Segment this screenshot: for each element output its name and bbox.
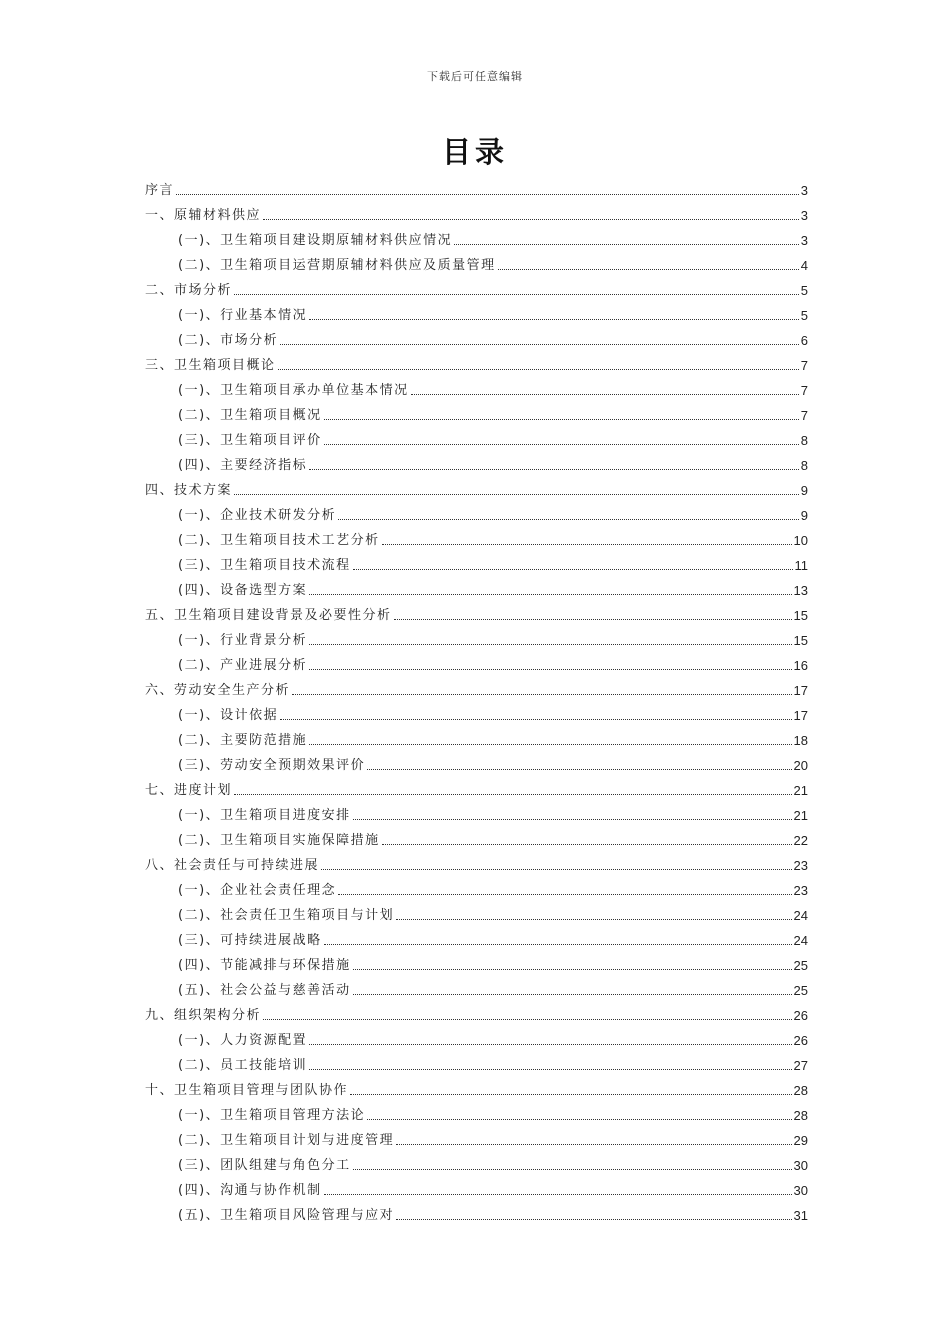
toc-entry-text: 四、技术方案 bbox=[145, 483, 233, 498]
toc-entry-text: (一)、行业基本情况 bbox=[178, 308, 308, 323]
dot-leader bbox=[324, 944, 792, 945]
toc-entry[interactable] bbox=[145, 350, 808, 375]
toc-entry-text: 九、组织架构分析 bbox=[145, 1008, 262, 1023]
dot-leader bbox=[498, 269, 799, 270]
toc-page-number: 16 bbox=[793, 658, 808, 673]
toc-page-number: 11 bbox=[794, 558, 808, 573]
toc-entry-text: (四)、设备选型方案 bbox=[178, 583, 308, 598]
toc-subentry[interactable] bbox=[145, 1150, 808, 1175]
toc-entry[interactable] bbox=[145, 775, 808, 800]
toc-entry-text: 十、卫生箱项目管理与团队协作 bbox=[145, 1083, 349, 1098]
dot-leader bbox=[353, 1169, 792, 1170]
toc-entry-text: 一、原辅材料供应 bbox=[145, 208, 262, 223]
dot-leader bbox=[353, 994, 792, 995]
toc-page-number: 29 bbox=[793, 1133, 808, 1148]
toc-page-number: 21 bbox=[793, 808, 808, 823]
toc-entry[interactable] bbox=[145, 475, 808, 500]
toc-subentry[interactable] bbox=[145, 300, 808, 325]
toc-entry-text: (二)、卫生箱项目计划与进度管理 bbox=[178, 1133, 395, 1148]
toc-subentry[interactable] bbox=[145, 1025, 808, 1050]
toc-subentry[interactable] bbox=[145, 250, 808, 275]
dot-leader bbox=[309, 319, 799, 320]
toc-subentry[interactable] bbox=[145, 900, 808, 925]
page-header: 下载后可任意编辑 bbox=[427, 70, 523, 83]
toc-title: 目录 bbox=[441, 135, 508, 169]
toc-entry-text: (二)、市场分析 bbox=[178, 333, 279, 348]
toc-subentry[interactable] bbox=[145, 550, 808, 575]
dot-leader bbox=[454, 244, 799, 245]
toc-entry-text: 八、社会责任与可持续进展 bbox=[145, 858, 320, 873]
toc-page-number: 24 bbox=[793, 933, 808, 948]
dot-leader bbox=[263, 1019, 792, 1020]
toc-page-number: 8 bbox=[800, 458, 808, 473]
toc-page-number: 24 bbox=[793, 908, 808, 923]
toc-entry[interactable] bbox=[145, 600, 808, 625]
toc-entry-text: 三、卫生箱项目概论 bbox=[145, 358, 276, 373]
toc-subentry[interactable] bbox=[145, 975, 808, 1000]
toc-entry-text: (一)、卫生箱项目承办单位基本情况 bbox=[178, 383, 409, 398]
toc-entry-text: (三)、卫生箱项目评价 bbox=[178, 433, 322, 448]
toc-subentry[interactable] bbox=[145, 1175, 808, 1200]
toc-entry[interactable] bbox=[145, 1000, 808, 1025]
toc-page-number: 9 bbox=[800, 508, 808, 523]
toc-entry[interactable] bbox=[145, 1075, 808, 1100]
toc-subentry[interactable] bbox=[145, 1050, 808, 1075]
toc-entry-text: (四)、沟通与协作机制 bbox=[178, 1183, 322, 1198]
toc-entry-text: (二)、员工技能培训 bbox=[178, 1058, 308, 1073]
dot-leader bbox=[309, 744, 791, 745]
toc-entry-text: (一)、卫生箱项目建设期原辅材料供应情况 bbox=[178, 233, 453, 248]
toc-page-number: 17 bbox=[793, 683, 808, 698]
toc-page-number: 13 bbox=[793, 583, 808, 598]
toc-subentry[interactable] bbox=[145, 925, 808, 950]
toc-page-number: 3 bbox=[800, 208, 808, 223]
toc-entry-text: (一)、卫生箱项目进度安排 bbox=[178, 808, 351, 823]
toc-entry-text: (三)、团队组建与角色分工 bbox=[178, 1158, 351, 1173]
toc-entry[interactable] bbox=[145, 675, 808, 700]
dot-leader bbox=[367, 769, 791, 770]
toc-subentry[interactable] bbox=[145, 950, 808, 975]
toc-entry-text: (一)、企业社会责任理念 bbox=[178, 883, 337, 898]
toc-entry-text: (四)、主要经济指标 bbox=[178, 458, 308, 473]
dot-leader bbox=[309, 1044, 791, 1045]
toc-entry-text: (三)、可持续进展战略 bbox=[178, 933, 322, 948]
toc-subentry[interactable] bbox=[145, 500, 808, 525]
toc-subentry[interactable] bbox=[145, 575, 808, 600]
dot-leader bbox=[353, 969, 792, 970]
toc-entry[interactable] bbox=[145, 175, 808, 200]
toc-entry-text: (四)、节能减排与环保措施 bbox=[178, 958, 351, 973]
toc-page-number: 26 bbox=[793, 1008, 808, 1023]
dot-leader bbox=[353, 819, 792, 820]
toc-subentry[interactable] bbox=[145, 1100, 808, 1125]
toc-entry[interactable] bbox=[145, 275, 808, 300]
toc-entry-text: (一)、行业背景分析 bbox=[178, 633, 308, 648]
toc-page-number: 5 bbox=[800, 283, 808, 298]
toc-entry-text: (二)、卫生箱项目技术工艺分析 bbox=[178, 533, 380, 548]
toc-entry-text: 六、劳动安全生产分析 bbox=[145, 683, 291, 698]
toc-subentry[interactable] bbox=[145, 700, 808, 725]
toc-entry-text: 五、卫生箱项目建设背景及必要性分析 bbox=[145, 608, 392, 623]
dot-leader bbox=[234, 794, 792, 795]
dot-leader bbox=[396, 1144, 791, 1145]
dot-leader bbox=[324, 1194, 792, 1195]
dot-leader bbox=[309, 594, 791, 595]
dot-leader bbox=[382, 544, 792, 545]
toc-page-number: 20 bbox=[793, 758, 808, 773]
toc-entry-text: (一)、人力资源配置 bbox=[178, 1033, 308, 1048]
dot-leader bbox=[234, 494, 799, 495]
dot-leader bbox=[324, 419, 799, 420]
dot-leader bbox=[309, 669, 791, 670]
toc-page-number: 7 bbox=[800, 383, 808, 398]
toc-subentry[interactable] bbox=[145, 425, 808, 450]
dot-leader bbox=[350, 1094, 792, 1095]
toc-page-number: 25 bbox=[793, 958, 808, 973]
toc-page-number: 28 bbox=[793, 1083, 808, 1098]
toc-entry-text: (二)、卫生箱项目实施保障措施 bbox=[178, 833, 380, 848]
toc-entry-text: (一)、企业技术研发分析 bbox=[178, 508, 337, 523]
dot-leader bbox=[309, 644, 791, 645]
toc-subentry[interactable] bbox=[145, 525, 808, 550]
toc-subentry[interactable] bbox=[145, 825, 808, 850]
dot-leader bbox=[280, 344, 799, 345]
toc-entry-text: (三)、劳动安全预期效果评价 bbox=[178, 758, 366, 773]
toc-subentry[interactable] bbox=[145, 800, 808, 825]
toc-entry-text: (一)、设计依据 bbox=[178, 708, 279, 723]
toc-entry[interactable] bbox=[145, 850, 808, 875]
toc-entry-text: 序言 bbox=[145, 183, 175, 198]
toc-subentry[interactable] bbox=[145, 400, 808, 425]
dot-leader bbox=[321, 869, 792, 870]
table-of-contents bbox=[145, 175, 808, 1225]
toc-entry-text: (二)、社会责任卫生箱项目与计划 bbox=[178, 908, 395, 923]
toc-page-number: 22 bbox=[793, 833, 808, 848]
toc-entry-text: (五)、卫生箱项目风险管理与应对 bbox=[178, 1208, 395, 1223]
toc-entry-text: (三)、卫生箱项目技术流程 bbox=[178, 558, 351, 573]
toc-page-number: 3 bbox=[800, 233, 808, 248]
toc-page-number: 15 bbox=[793, 633, 808, 648]
toc-subentry[interactable] bbox=[145, 1125, 808, 1150]
dot-leader bbox=[292, 694, 792, 695]
toc-page-number: 27 bbox=[793, 1058, 808, 1073]
toc-page-number: 18 bbox=[793, 733, 808, 748]
toc-subentry[interactable] bbox=[145, 725, 808, 750]
toc-entry[interactable] bbox=[145, 200, 808, 225]
toc-page-number: 7 bbox=[800, 408, 808, 423]
toc-subentry[interactable] bbox=[145, 325, 808, 350]
toc-page-number: 30 bbox=[793, 1183, 808, 1198]
dot-leader bbox=[367, 1119, 791, 1120]
toc-subentry[interactable] bbox=[145, 450, 808, 475]
dot-leader bbox=[396, 919, 791, 920]
toc-subentry[interactable] bbox=[145, 225, 808, 250]
toc-page-number: 30 bbox=[793, 1158, 808, 1173]
dot-leader bbox=[176, 194, 799, 195]
dot-leader bbox=[411, 394, 799, 395]
dot-leader bbox=[263, 219, 799, 220]
toc-page-number: 6 bbox=[800, 333, 808, 348]
toc-page-number: 5 bbox=[800, 308, 808, 323]
toc-entry-text: (二)、卫生箱项目概况 bbox=[178, 408, 322, 423]
toc-page-number: 8 bbox=[800, 433, 808, 448]
toc-subentry[interactable] bbox=[145, 750, 808, 775]
dot-leader bbox=[278, 369, 799, 370]
toc-page-number: 7 bbox=[800, 358, 808, 373]
dot-leader bbox=[324, 444, 799, 445]
toc-page-number: 10 bbox=[793, 533, 808, 548]
dot-leader bbox=[382, 844, 792, 845]
toc-subentry[interactable] bbox=[145, 1200, 808, 1225]
toc-page-number: 17 bbox=[793, 708, 808, 723]
dot-leader bbox=[338, 894, 791, 895]
toc-subentry[interactable] bbox=[145, 650, 808, 675]
dot-leader bbox=[309, 1069, 791, 1070]
toc-subentry[interactable] bbox=[145, 625, 808, 650]
toc-page-number: 9 bbox=[800, 483, 808, 498]
toc-page-number: 28 bbox=[793, 1108, 808, 1123]
toc-entry-text: (二)、产业进展分析 bbox=[178, 658, 308, 673]
toc-entry-text: 二、市场分析 bbox=[145, 283, 233, 298]
toc-entry-text: (五)、社会公益与慈善活动 bbox=[178, 983, 351, 998]
toc-page-number: 3 bbox=[800, 183, 808, 198]
toc-page-number: 25 bbox=[793, 983, 808, 998]
dot-leader bbox=[394, 619, 792, 620]
toc-page-number: 31 bbox=[793, 1208, 808, 1223]
toc-page-number: 21 bbox=[793, 783, 808, 798]
dot-leader bbox=[280, 719, 791, 720]
dot-leader bbox=[309, 469, 799, 470]
toc-entry-text: (一)、卫生箱项目管理方法论 bbox=[178, 1108, 366, 1123]
toc-subentry[interactable] bbox=[145, 875, 808, 900]
toc-entry-text: 七、进度计划 bbox=[145, 783, 233, 798]
toc-subentry[interactable] bbox=[145, 375, 808, 400]
dot-leader bbox=[234, 294, 799, 295]
toc-entry-text: (二)、主要防范措施 bbox=[178, 733, 308, 748]
toc-page-number: 23 bbox=[793, 883, 808, 898]
toc-page-number: 23 bbox=[793, 858, 808, 873]
toc-page-number: 4 bbox=[800, 258, 808, 273]
toc-page-number: 15 bbox=[793, 608, 808, 623]
dot-leader bbox=[396, 1219, 791, 1220]
toc-entry-text: (二)、卫生箱项目运营期原辅材料供应及质量管理 bbox=[178, 258, 496, 273]
toc-page-number: 26 bbox=[793, 1033, 808, 1048]
dot-leader bbox=[338, 519, 799, 520]
dot-leader bbox=[353, 569, 793, 570]
